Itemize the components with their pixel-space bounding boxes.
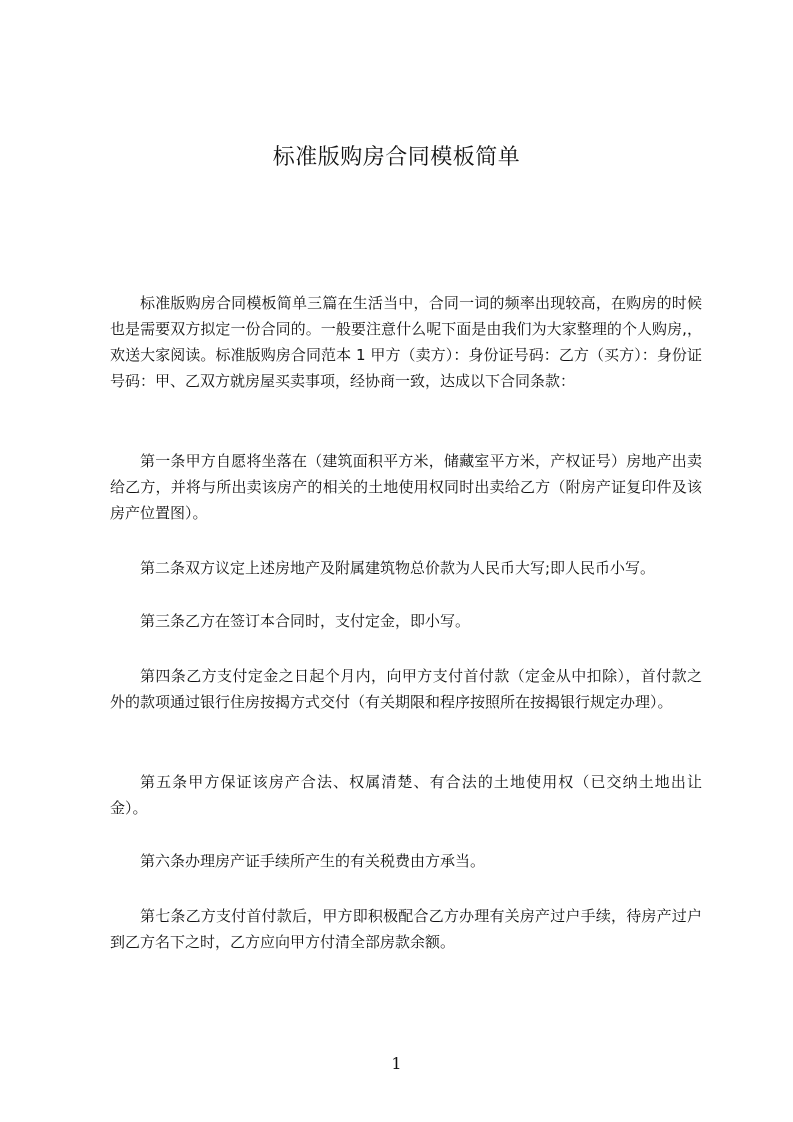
- clause-3-paragraph: 第三条乙方在签订本合同时，支付定金，即小写。: [140, 612, 471, 630]
- clause-4-paragraph: 第四条乙方支付定金之日起个月内，向甲方支付首付款（定金从中扣除），首付款之外的款项通过银行住房按揭方式交付（有关期限和程序按照所在按揭银行规定办理）。: [110, 667, 702, 711]
- clause-2-paragraph: 第二条双方议定上述房地产及附属建筑物总价款为人民币大写;即人民币小写。: [140, 559, 656, 577]
- intro-paragraph: 标准版购房合同模板简单三篇在生活当中，合同一词的频率出现较高，在购房的时候也是需要双方拟定一份合同的。一般要注意什么呢下面是由我们为大家整理的个人购房,，欢送大家阅读。标准版购房合同范本 1 甲方（卖方）：身份证号码：乙方（买方）：身份证号码：甲、乙双方就房屋买卖事项，经协商一致，达成以下合同条款：: [110, 294, 702, 390]
- document-title: 标准版购房合同模板简单: [272, 145, 521, 170]
- clause-6-paragraph: 第六条办理房产证手续所产生的有关税费由方承当。: [140, 852, 486, 870]
- page-number: 1: [391, 1054, 402, 1073]
- clause-5-paragraph: 第五条甲方保证该房产合法、权属清楚、有合法的土地使用权（已交纳土地出让金）。: [110, 773, 702, 817]
- clause-7-paragraph: 第七条乙方支付首付款后，甲方即积极配合乙方办理有关房产过户手续，待房产过户到乙方名下之时，乙方应向甲方付清全部房款余额。: [110, 907, 702, 951]
- clause-1-paragraph: 第一条甲方自愿将坐落在（建筑面积平方米，储藏室平方米，产权证号）房地产出卖给乙方，并将与所出卖该房产的相关的土地使用权同时出卖给乙方（附房产证复印件及该房产位置图）。: [110, 452, 702, 522]
